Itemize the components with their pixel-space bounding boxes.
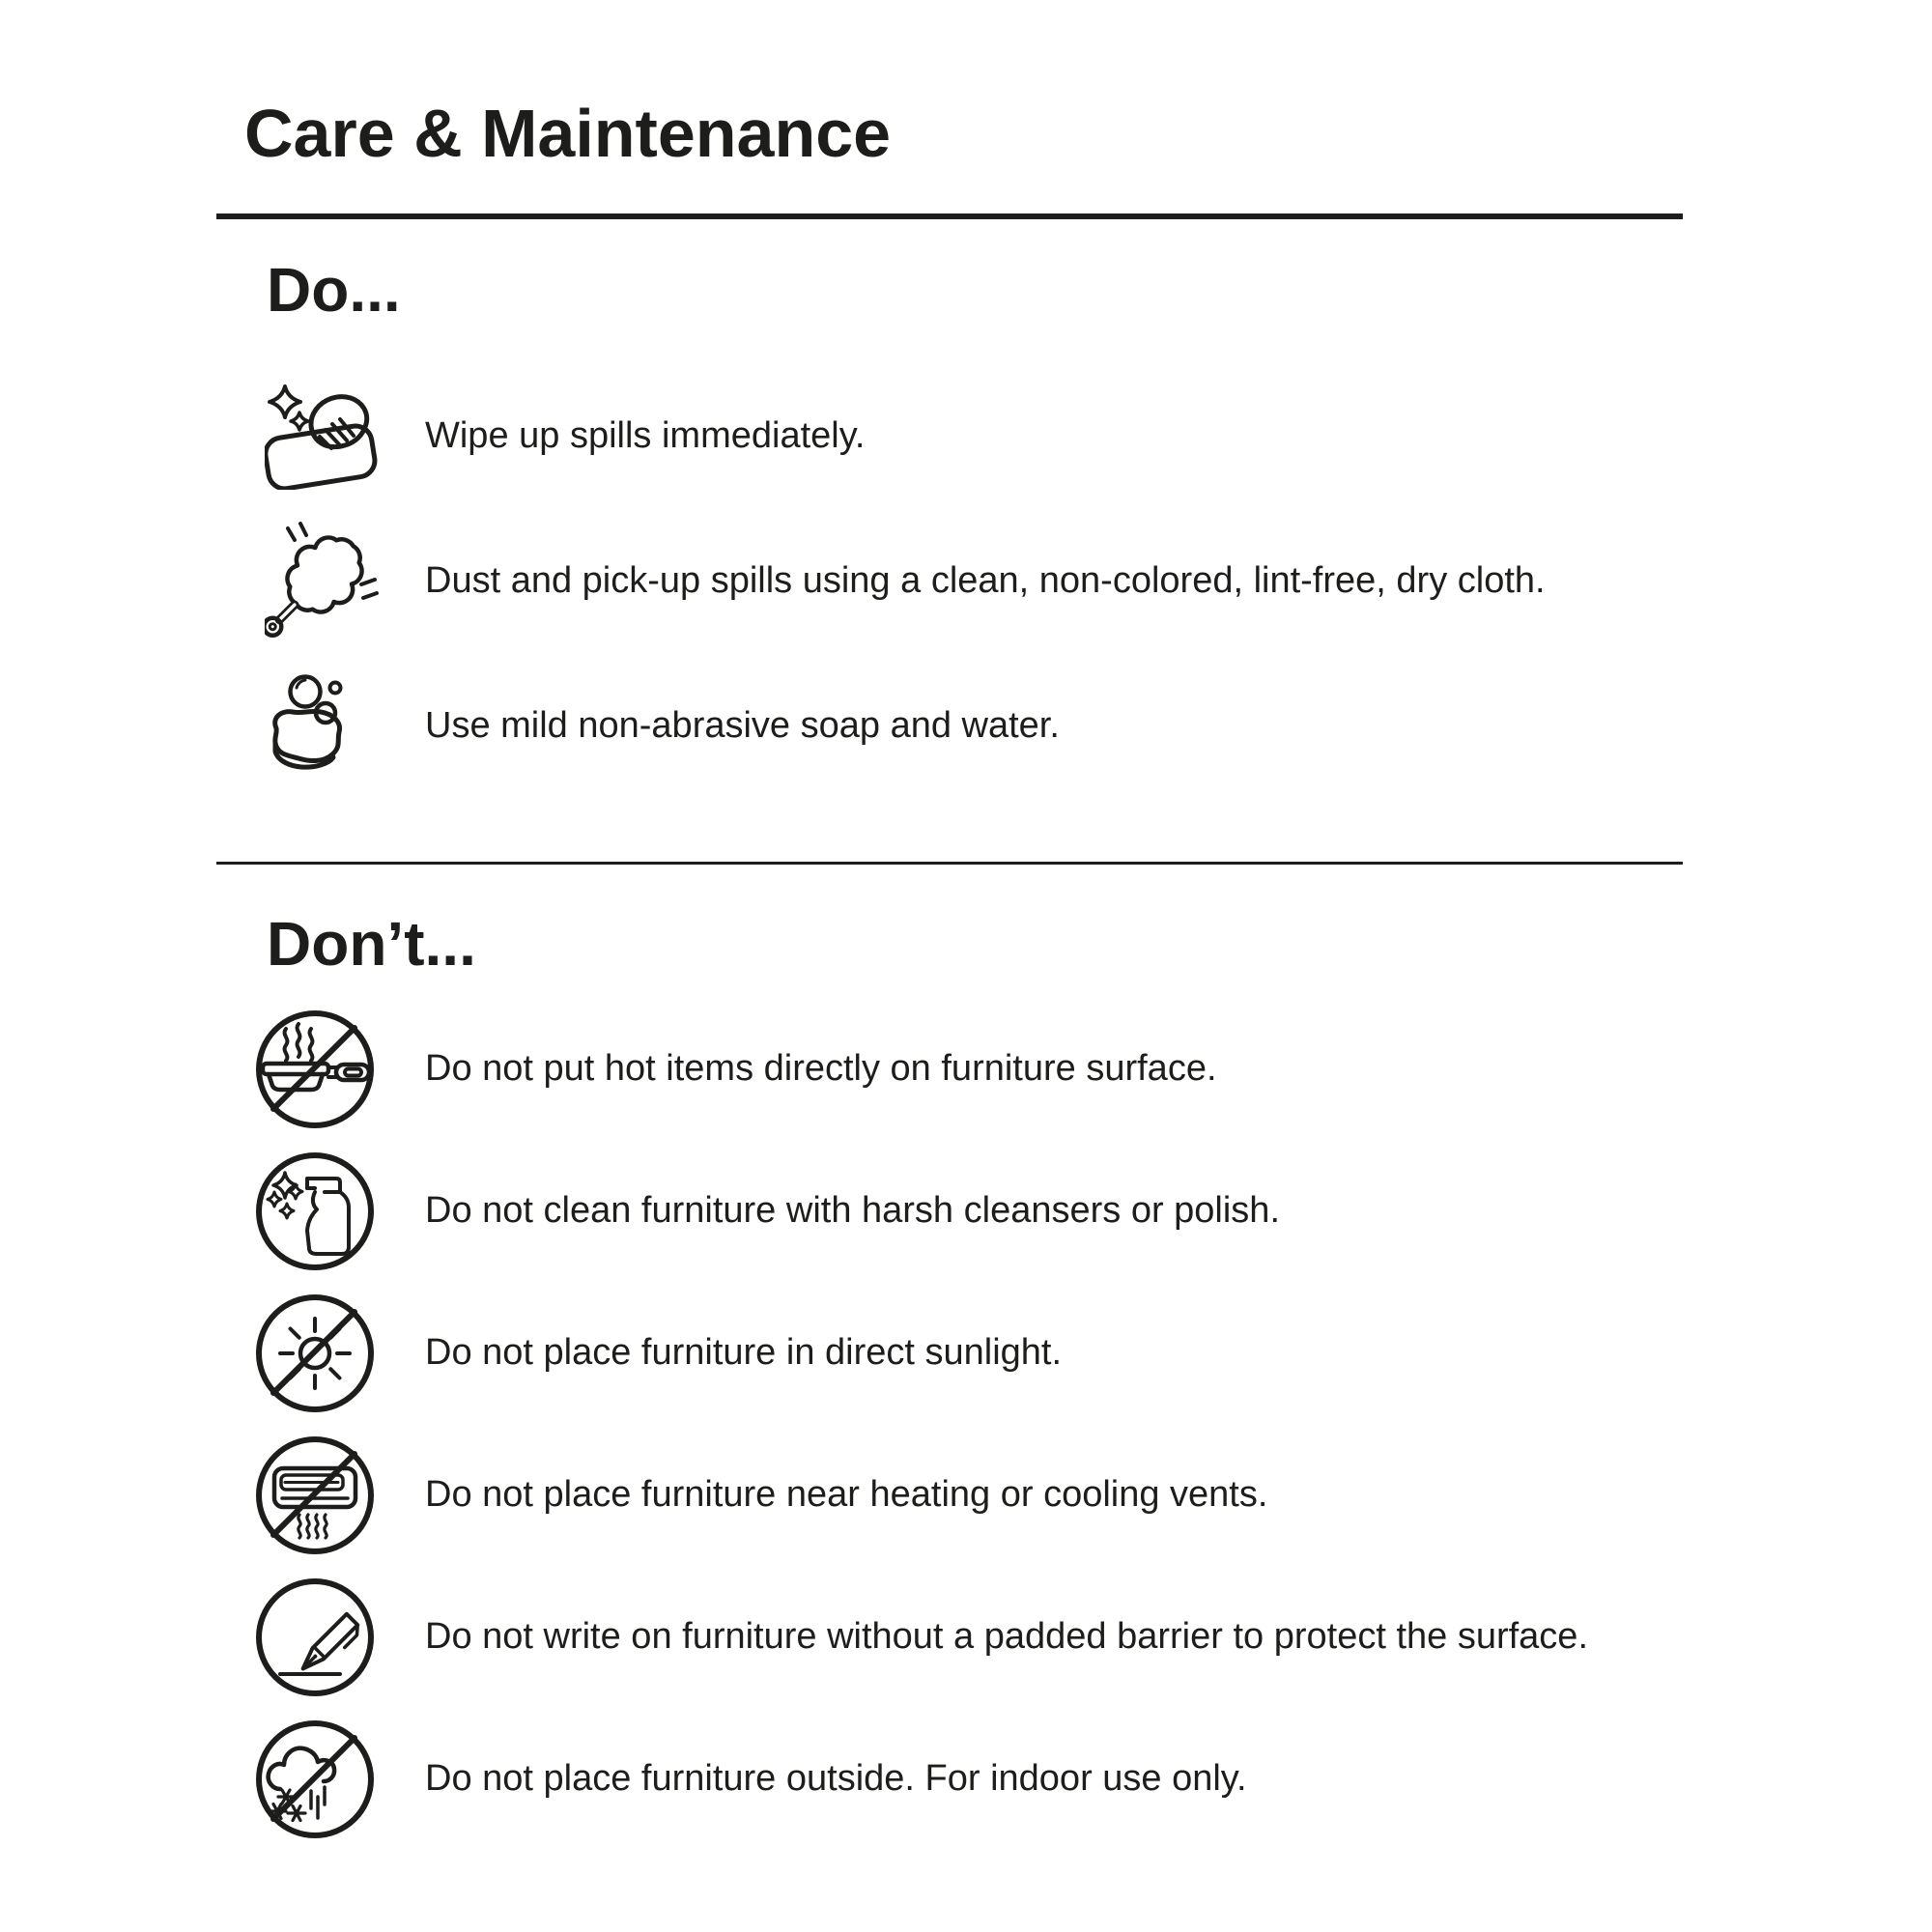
wipe-hand-sparkle-icon [253,384,425,490]
no-hot-pan-icon [253,1008,425,1131]
feather-duster-icon [253,521,425,642]
soap-bubbles-icon [253,673,425,780]
dont-item-row-direct-sunlight [253,1282,1799,1424]
dont-item-row-hot-items [253,998,1799,1140]
dont-section-heading: Don’t... [267,909,476,979]
no-writing-pen-icon [253,1576,425,1699]
do-item-text: Use mild non-abrasive soap and water. [425,705,1060,747]
dont-item-text: Do not place furniture outside. For indoor use only. [425,1757,1247,1799]
do-item-row-dusting [253,509,1799,654]
page-title: Care & Maintenance [244,96,892,171]
dont-item-text: Do not place furniture near heating or cooling vents. [425,1473,1268,1515]
dont-item-text: Do not clean furniture with harsh cleansers or polish. [425,1189,1281,1231]
dont-item-list [253,998,1799,1850]
no-direct-sunlight-icon [253,1292,425,1415]
do-item-text: Dust and pick-up spills using a clean, non-colored, lint-free, dry cloth. [425,560,1546,602]
dont-item-row-outdoor-use [253,1708,1799,1850]
title-divider-rule [216,213,1683,219]
dont-item-text: Do not write on furniture without a padded barrier to protect the surface. [425,1615,1588,1657]
no-spray-cleaner-icon [253,1150,425,1273]
do-item-list [253,364,1799,799]
dont-item-text: Do not place furniture in direct sunlight. [425,1331,1063,1373]
do-item-text: Wipe up spills immediately. [425,415,866,457]
do-item-row-mild-soap [253,654,1799,799]
dont-item-row-harsh-cleansers [253,1140,1799,1282]
do-item-row-wipe-spills [253,364,1799,509]
no-outdoor-weather-icon [253,1718,425,1841]
dont-item-row-writing [253,1566,1799,1708]
dont-item-row-heating-vents [253,1424,1799,1566]
do-section-heading: Do... [267,255,401,325]
section-divider-rule [216,862,1683,865]
dont-item-text: Do not put hot items directly on furniture surface. [425,1047,1217,1089]
no-heating-vent-icon [253,1434,425,1557]
